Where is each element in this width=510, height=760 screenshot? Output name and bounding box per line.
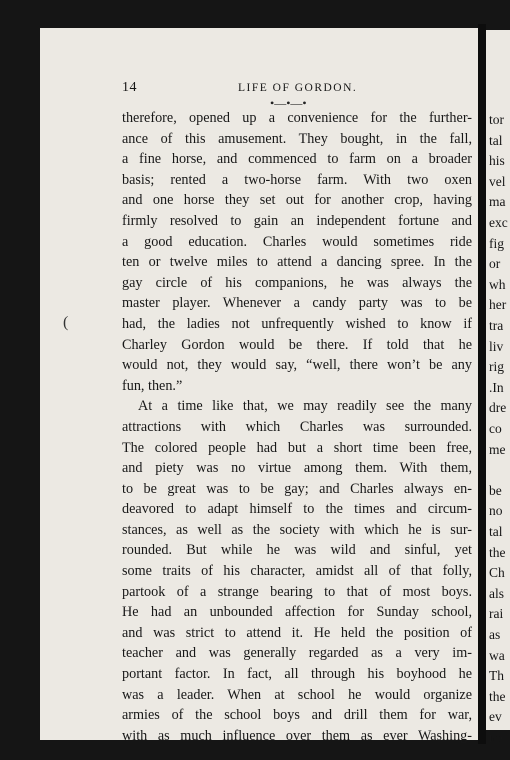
facing-page-word: the — [489, 688, 506, 704]
facing-page-word: as — [489, 627, 501, 642]
facing-page-word: Ch — [489, 565, 505, 581]
text-line: with as much influence over them as ever Washing- — [122, 727, 472, 744]
facing-page-word: be — [489, 482, 502, 498]
text-line: and piety was no virtue among them. With them, — [122, 460, 472, 477]
facing-page-word: ma — [489, 194, 506, 210]
facing-page-word: als — [489, 585, 504, 601]
facing-page-word: no — [489, 730, 503, 745]
text-line: basis; rented a two-horse farm. With two oxen — [122, 171, 472, 188]
text-line: and was strict to attend it. He held the position of — [122, 624, 472, 641]
facing-page-word: her — [489, 297, 507, 313]
facing-page-word: ev — [489, 709, 502, 725]
header-ornament: •—•—• — [270, 96, 307, 110]
text-line: gay circle of his companions, he was always the — [122, 274, 472, 291]
facing-page-word: exc — [489, 215, 508, 230]
facing-page-word: or — [489, 256, 501, 272]
text-line: and one horse they set out for another crop, having — [122, 192, 472, 209]
page-number: 14 — [122, 80, 137, 95]
text-line: partook of a strange bearing to that of most boys. — [122, 583, 472, 600]
facing-page-word: me — [489, 441, 506, 457]
facing-page-word: wa — [489, 647, 505, 663]
text-line: was a leader. When at school he would organize — [122, 686, 472, 703]
running-title: LIFE OF GORDON. — [238, 82, 358, 94]
facing-page-word: vel — [489, 173, 506, 189]
facing-page-word: the — [489, 544, 506, 560]
text-line: At a time like that, we may readily see the many — [138, 398, 472, 415]
text-line: ance of this amusement. They bought, in the fall, — [122, 130, 472, 147]
text-line: had, the ladies not unfrequently wished to know if — [122, 315, 472, 332]
facing-page-word: his — [489, 153, 505, 169]
text-line: The colored people had but a short time been free, — [122, 439, 472, 456]
facing-page-word: .In — [489, 379, 504, 395]
text-line: armies of the school boys and drill them for war, — [122, 707, 472, 724]
text-line: fun, then.” — [122, 377, 183, 394]
text-line: a good education. Charles would sometimes ride — [122, 233, 472, 250]
facing-page-word: wh — [489, 276, 506, 292]
text-line: firmly resolved to gain an independent fortune and — [122, 212, 472, 229]
text-line: a fine horse, and commenced to farm on a broader — [122, 151, 472, 168]
text-line: stances, as well as the society with which he is sur- — [122, 521, 472, 538]
page-gutter — [478, 24, 486, 744]
facing-page-word: co — [489, 421, 502, 436]
text-line: teacher and was generally regarded as a very im- — [122, 645, 472, 662]
facing-page-word: rig — [489, 359, 504, 375]
text-line: some traits of his character, amidst all of that folly, — [122, 563, 472, 580]
facing-page-word: tal — [489, 132, 503, 148]
text-line: Charley Gordon would be there. If told that he — [122, 336, 472, 353]
text-line: to be great was to be gay; and Charles always en- — [122, 480, 472, 497]
facing-page-word: tal — [489, 524, 503, 539]
text-line: master player. Whenever a candy party was to be — [122, 295, 472, 312]
text-line: ten or twelve miles to attend a dancing spree. In the — [122, 254, 472, 271]
facing-page-fragment — [486, 30, 510, 745]
facing-page-word: tor — [489, 112, 504, 127]
facing-page-word: Th — [489, 668, 504, 684]
facing-page-word: dre — [489, 400, 507, 416]
body-text — [122, 108, 472, 746]
text-line: deavored to adapt himself to the times and circum- — [122, 501, 472, 518]
text-line: would not, they would say, “well, there won’t be any — [122, 357, 472, 374]
text-line: rounded. But while he was wild and sinful, yet — [122, 542, 472, 559]
margin-mark: ( — [63, 314, 69, 331]
facing-page-word: rai — [489, 606, 504, 622]
text-line: attractions with which Charles was surrounded. — [122, 418, 472, 435]
facing-page-word: no — [489, 503, 503, 519]
facing-page-word: liv — [489, 338, 504, 354]
text-line: portant factor. In fact, all through his boyhood he — [122, 666, 472, 683]
facing-page-word: fig — [489, 235, 504, 251]
facing-page-word: tra — [489, 318, 504, 333]
text-line: He had an unbounded affection for Sunday school, — [122, 604, 472, 621]
text-line: therefore, opened up a convenience for the further- — [122, 110, 472, 126]
